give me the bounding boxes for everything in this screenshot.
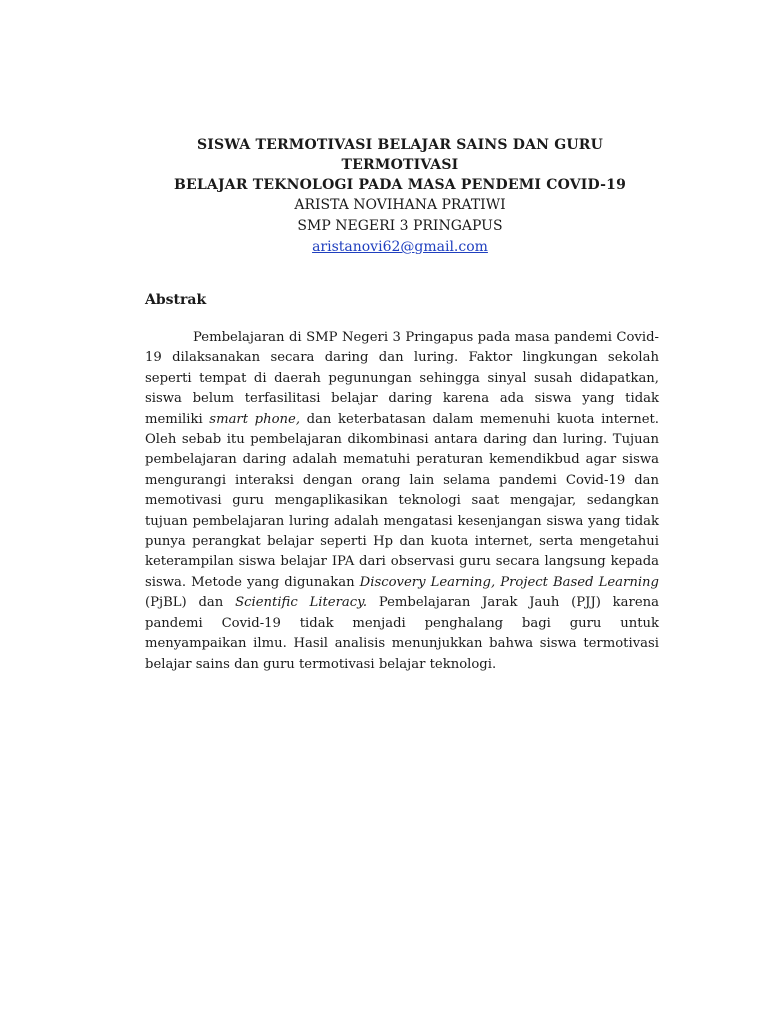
paper-title-line-1: SISWA TERMOTIVASI BELAJAR SAINS DAN GURU TERMOTIVASI bbox=[196, 137, 604, 173]
author-institution: SMP NEGERI 3 PRINGAPUS bbox=[297, 218, 503, 234]
abstract-italic-term: Discovery Learning, bbox=[359, 574, 496, 590]
abstract-italic-term: Scientific Literacy. bbox=[235, 595, 368, 611]
abstract-heading: Abstrak bbox=[145, 292, 207, 308]
abstract-text-segment: Pembelajaran Jarak Jauh (PJJ) karena pandemi Covid-19 tidak menjadi penghalang bagi guru untuk menyampaikan ilmu. Hasil analisis menunjukkan bahwa siswa termotivasi belajar sains dan guru termotivasi belajar teknologi. bbox=[145, 595, 659, 672]
author-block bbox=[140, 195, 660, 258]
abstract-text-segment: (PjBL) dan bbox=[145, 595, 236, 611]
abstract-italic-term: Project Based Learning bbox=[500, 574, 659, 590]
author-email-line bbox=[140, 237, 660, 258]
abstract-body bbox=[145, 328, 659, 675]
paper-title bbox=[140, 135, 660, 195]
author-email-link[interactable]: aristanovi62@gmail.com bbox=[312, 239, 488, 255]
author-name: ARISTA NOVIHANA PRATIWI bbox=[294, 197, 506, 213]
abstract-text-segment: dan keterbatasan dalam memenuhi kuota internet. Oleh sebab itu pembelajaran dikombinasi antara daring dan luring. Tujuan pembelajaran daring adalah mematuhi peraturan kemendikbud agar siswa mengurangi interaksi dengan orang lain selama pandemi Covid-19 dan memotivasi guru mengaplikasikan teknologi saat mengajar, sedangkan tujuan pembelajaran luring adalah mengatasi kesenjangan siswa yang tidak punya perangkat belajar seperti Hp dan kuota internet, serta mengetahui keterampilan siswa belajar IPA dari observasi guru secara langsung kepada siswa. Metode yang digunakan bbox=[145, 411, 659, 590]
abstract-text-segment: Pembelajaran di SMP Negeri 3 Pringapus pada masa pandemi Covid-19 dilaksanakan secara daring dan luring. Faktor lingkungan sekolah seperti tempat di daerah pegunungan sehingga sinyal susah didapatkan, siswa belum terfasilitasi belajar daring karena ada siswa yang tidak memiliki bbox=[145, 330, 659, 427]
abstract-italic-term: smart phone, bbox=[209, 411, 301, 427]
paper-title-line-2: BELAJAR TEKNOLOGI PADA MASA PENDEMI COVID-19 bbox=[173, 177, 627, 193]
